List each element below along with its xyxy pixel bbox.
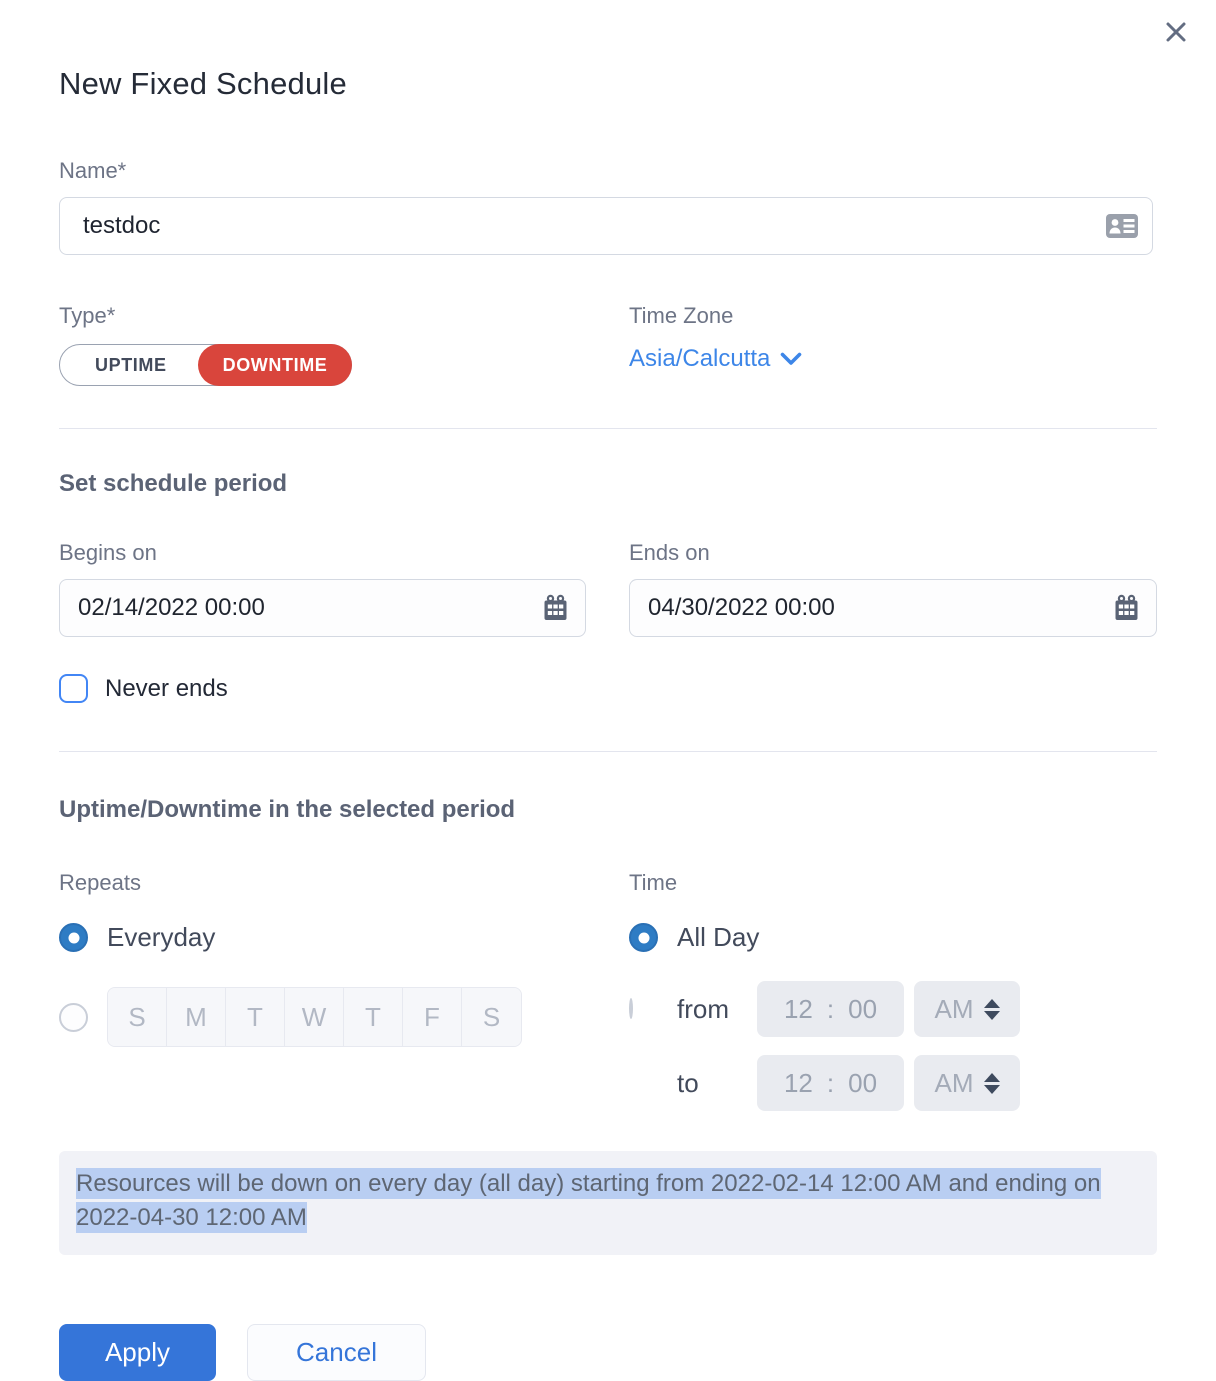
to-time-input[interactable] — [757, 1055, 904, 1111]
name-input[interactable] — [59, 197, 1153, 255]
never-ends-checkbox[interactable] — [59, 674, 88, 703]
weekday-selector — [107, 987, 522, 1047]
from-label: from — [677, 993, 729, 1024]
type-label: Type* — [59, 303, 116, 328]
all-day-label: All Day — [677, 922, 760, 952]
everyday-label: Everyday — [107, 922, 216, 952]
everyday-radio[interactable] — [59, 923, 88, 952]
from-minute[interactable]: 00 — [848, 993, 878, 1024]
begins-on-input[interactable] — [59, 579, 586, 637]
time-label: Time — [629, 870, 678, 895]
from-hour[interactable]: 12 — [783, 993, 813, 1024]
time-separator: : — [826, 993, 835, 1024]
schedule-summary-text: Resources will be down on every day (all day) starting from 2022-02-14 12:00 AM and ending on 2022-04-30 12:00 AM — [76, 1170, 1101, 1231]
to-meridiem: AM — [934, 1067, 974, 1098]
dialog-title: New Fixed Schedule — [59, 66, 347, 101]
uptime-option[interactable]: UPTIME — [95, 354, 167, 375]
day-friday[interactable]: F — [403, 988, 462, 1046]
uptime-downtime-heading: Uptime/Downtime in the selected period — [59, 796, 516, 823]
day-tuesday[interactable]: T — [226, 988, 285, 1046]
close-button[interactable] — [1160, 16, 1192, 48]
ends-on-label: Ends on — [629, 540, 710, 565]
section-divider — [59, 751, 1157, 752]
ends-on-input[interactable] — [629, 579, 1157, 637]
day-wednesday[interactable]: W — [285, 988, 344, 1046]
begins-on-label: Begins on — [59, 540, 157, 565]
day-monday[interactable]: M — [167, 988, 226, 1046]
calendar-icon[interactable] — [1114, 595, 1139, 622]
schedule-summary-box — [59, 1151, 1157, 1255]
timezone-value: Asia/Calcutta — [629, 345, 771, 372]
timezone-label: Time Zone — [629, 303, 734, 328]
downtime-option-selected[interactable]: DOWNTIME — [198, 344, 353, 386]
contact-card-icon — [1105, 213, 1139, 239]
apply-button[interactable]: Apply — [59, 1324, 216, 1381]
time-range-radio[interactable] — [629, 998, 633, 1019]
section-divider — [59, 428, 1157, 429]
chevron-down-icon — [780, 352, 802, 366]
schedule-period-heading: Set schedule period — [59, 470, 288, 497]
day-thursday[interactable]: T — [344, 988, 403, 1046]
to-label: to — [677, 1067, 699, 1098]
timezone-select[interactable] — [629, 345, 802, 373]
type-toggle[interactable] — [59, 344, 352, 386]
from-time-input[interactable] — [757, 981, 904, 1037]
day-sunday[interactable]: S — [108, 988, 167, 1046]
from-meridiem-select[interactable] — [914, 981, 1020, 1037]
to-minute[interactable]: 00 — [848, 1067, 878, 1098]
cancel-button[interactable]: Cancel — [247, 1324, 426, 1381]
all-day-radio[interactable] — [629, 923, 658, 952]
spinner-arrows-icon — [984, 1073, 1000, 1094]
to-meridiem-select[interactable] — [914, 1055, 1020, 1111]
from-meridiem: AM — [934, 993, 974, 1024]
day-saturday[interactable]: S — [462, 988, 521, 1046]
time-separator: : — [826, 1067, 835, 1098]
calendar-icon[interactable] — [543, 595, 568, 622]
spinner-arrows-icon — [984, 999, 1000, 1020]
name-label: Name* — [59, 158, 127, 183]
to-hour[interactable]: 12 — [783, 1067, 813, 1098]
never-ends-label: Never ends — [105, 674, 228, 702]
custom-days-radio[interactable] — [59, 1003, 88, 1032]
repeats-label: Repeats — [59, 870, 141, 895]
close-icon — [1162, 18, 1190, 46]
